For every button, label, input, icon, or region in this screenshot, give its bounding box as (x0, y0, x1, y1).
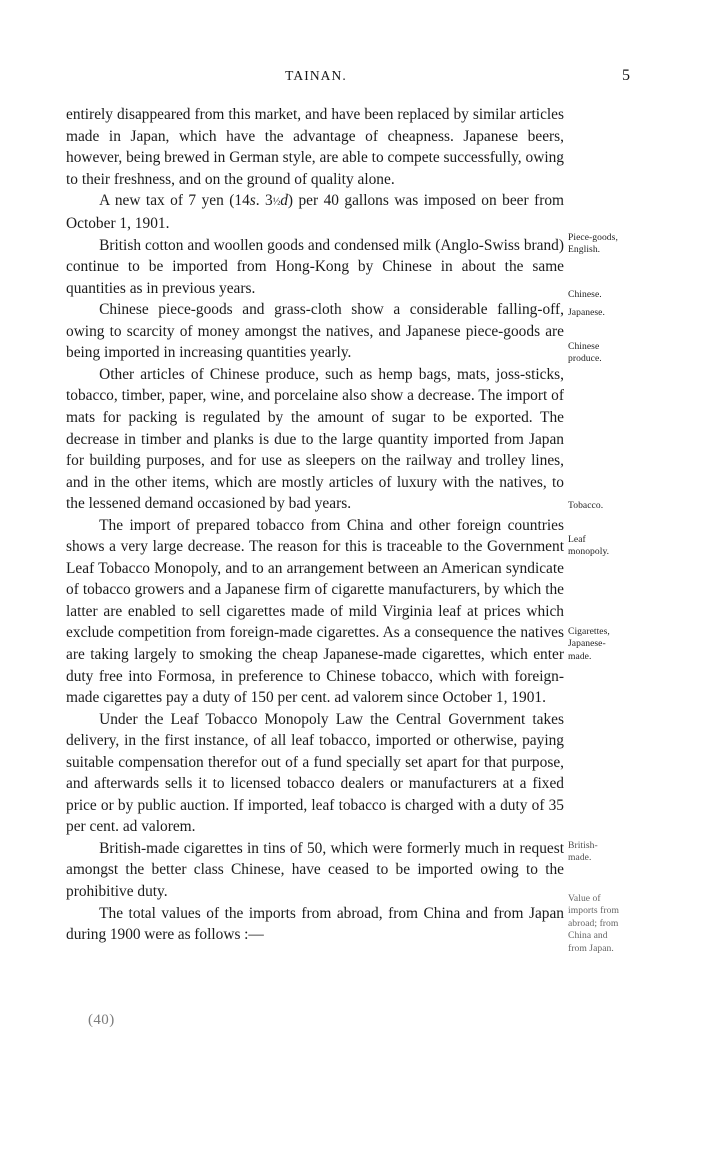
paragraph-beer-trade: entirely disappeared from this market, and have been replaced by similar articles made in Japan, which have the advantage of cheapness. Japanese beers, however, being brewed in German style, are able to compete successfully, owing to their freshness, and on the ground of quality alone. (66, 106, 564, 188)
marginal-note-value-of-imports: Value of imports from abroad; from China and from Japan. (568, 893, 619, 954)
running-head-title: TAINAN. (285, 68, 347, 83)
paragraph-piece-goods-chinese: Chinese piece-goods and grass-cloth show a considerable falling-off, owing to scarcity of money amongst the natives, and Japanese piece-goods are being imported in increasing quantities yearly. (66, 301, 564, 362)
marginal-note-piece-goods-english: Piece-goods, English. (568, 232, 618, 256)
paragraph-british-cigarettes: British-made cigarettes in tins of 50, which were formerly much in request amongst the better class Chinese, have ceased to be imported owing to the prohibitive duty. (66, 839, 564, 900)
beer-tax-text-lead: A new tax of 7 yen (14 (99, 192, 250, 210)
half-fraction: ½ (272, 196, 281, 208)
marginal-note-cigarettes-japanese: Cigarettes, Japanese- made. (568, 626, 610, 662)
marginal-note-chinese: Chinese. (568, 289, 602, 300)
paragraph-beer-tax (66, 190, 564, 234)
body-text-column (66, 104, 564, 946)
pence-symbol: d (280, 192, 288, 210)
paragraph-import-values: The total values of the imports from abroad, from China and from Japan during 1900 were as follows :— (66, 904, 564, 944)
marginal-note-british-made: British- made. (568, 840, 598, 864)
beer-tax-text-tail: ) per 40 gallons was imposed on beer from October 1, 1901. (66, 192, 564, 233)
paragraph-piece-goods-english: British cotton and woollen goods and condensed milk (Anglo-Swiss brand) continue to be imported from Hong-Kong by Chinese in about the same quantities as in previous years. (66, 236, 564, 297)
page-number: 5 (622, 67, 630, 84)
running-head (66, 67, 630, 90)
signature-mark: (40) (88, 1012, 115, 1028)
marginal-note-tobacco: Tobacco. (568, 500, 604, 511)
paragraph-tobacco-monopoly: The import of prepared tobacco from China and other foreign countries shows a very large decrease. The reason for this is traceable to the Government Leaf Tobacco Monopoly, and to an arrangement between an American syndicate of tobacco growers and a Japanese firm of cigarette manufacturers, by which the latter are enabled to sell cigarettes made of mild Virginia leaf at prices which exclude competition from foreign-made cigarettes. As a consequence the natives are taking largely to smoking the cheap Japanese-made cigarettes, which enter duty free into Formosa, in preference to Chinese tobacco, which with foreign-made cigarettes pay a duty of 150 per cent. ad valorem since October 1, 1901. (66, 516, 564, 707)
marginal-note-leaf-monopoly: Leaf monopoly. (568, 534, 610, 558)
marginal-note-chinese-produce: Chinese produce. (568, 341, 602, 365)
paragraph-chinese-produce: Other articles of Chinese produce, such as hemp bags, mats, joss-sticks, tobacco, timber, paper, wine, and porcelaine also show a decrease. The import of mats for packing is regulated by the amount of sugar to be exported. The decrease in timber and planks is due to the large quantity imported from Japan for building purposes, and for use as sleepers on the railway and trolley lines, and in the other items, which are mostly articles of luxury with the natives, to the lessened demand occasioned by bad years. (66, 365, 564, 513)
marginal-note-japanese: Japanese. (568, 307, 605, 318)
shilling-symbol: s (249, 192, 256, 210)
paragraph-monopoly-law: Under the Leaf Tobacco Monopoly Law the Central Government takes delivery, in the first instance, of all leaf tobacco, imported or otherwise, paying suitable compensation therefor out of a fund specially set apart for that purpose, and afterwards sells it to licensed tobacco dealers or manufacturers at a fixed price or by public auction. If imported, leaf tobacco is charged with a duty of 35 per cent. ad valorem. (66, 710, 564, 836)
beer-tax-text-mid: . 3 (255, 192, 273, 210)
